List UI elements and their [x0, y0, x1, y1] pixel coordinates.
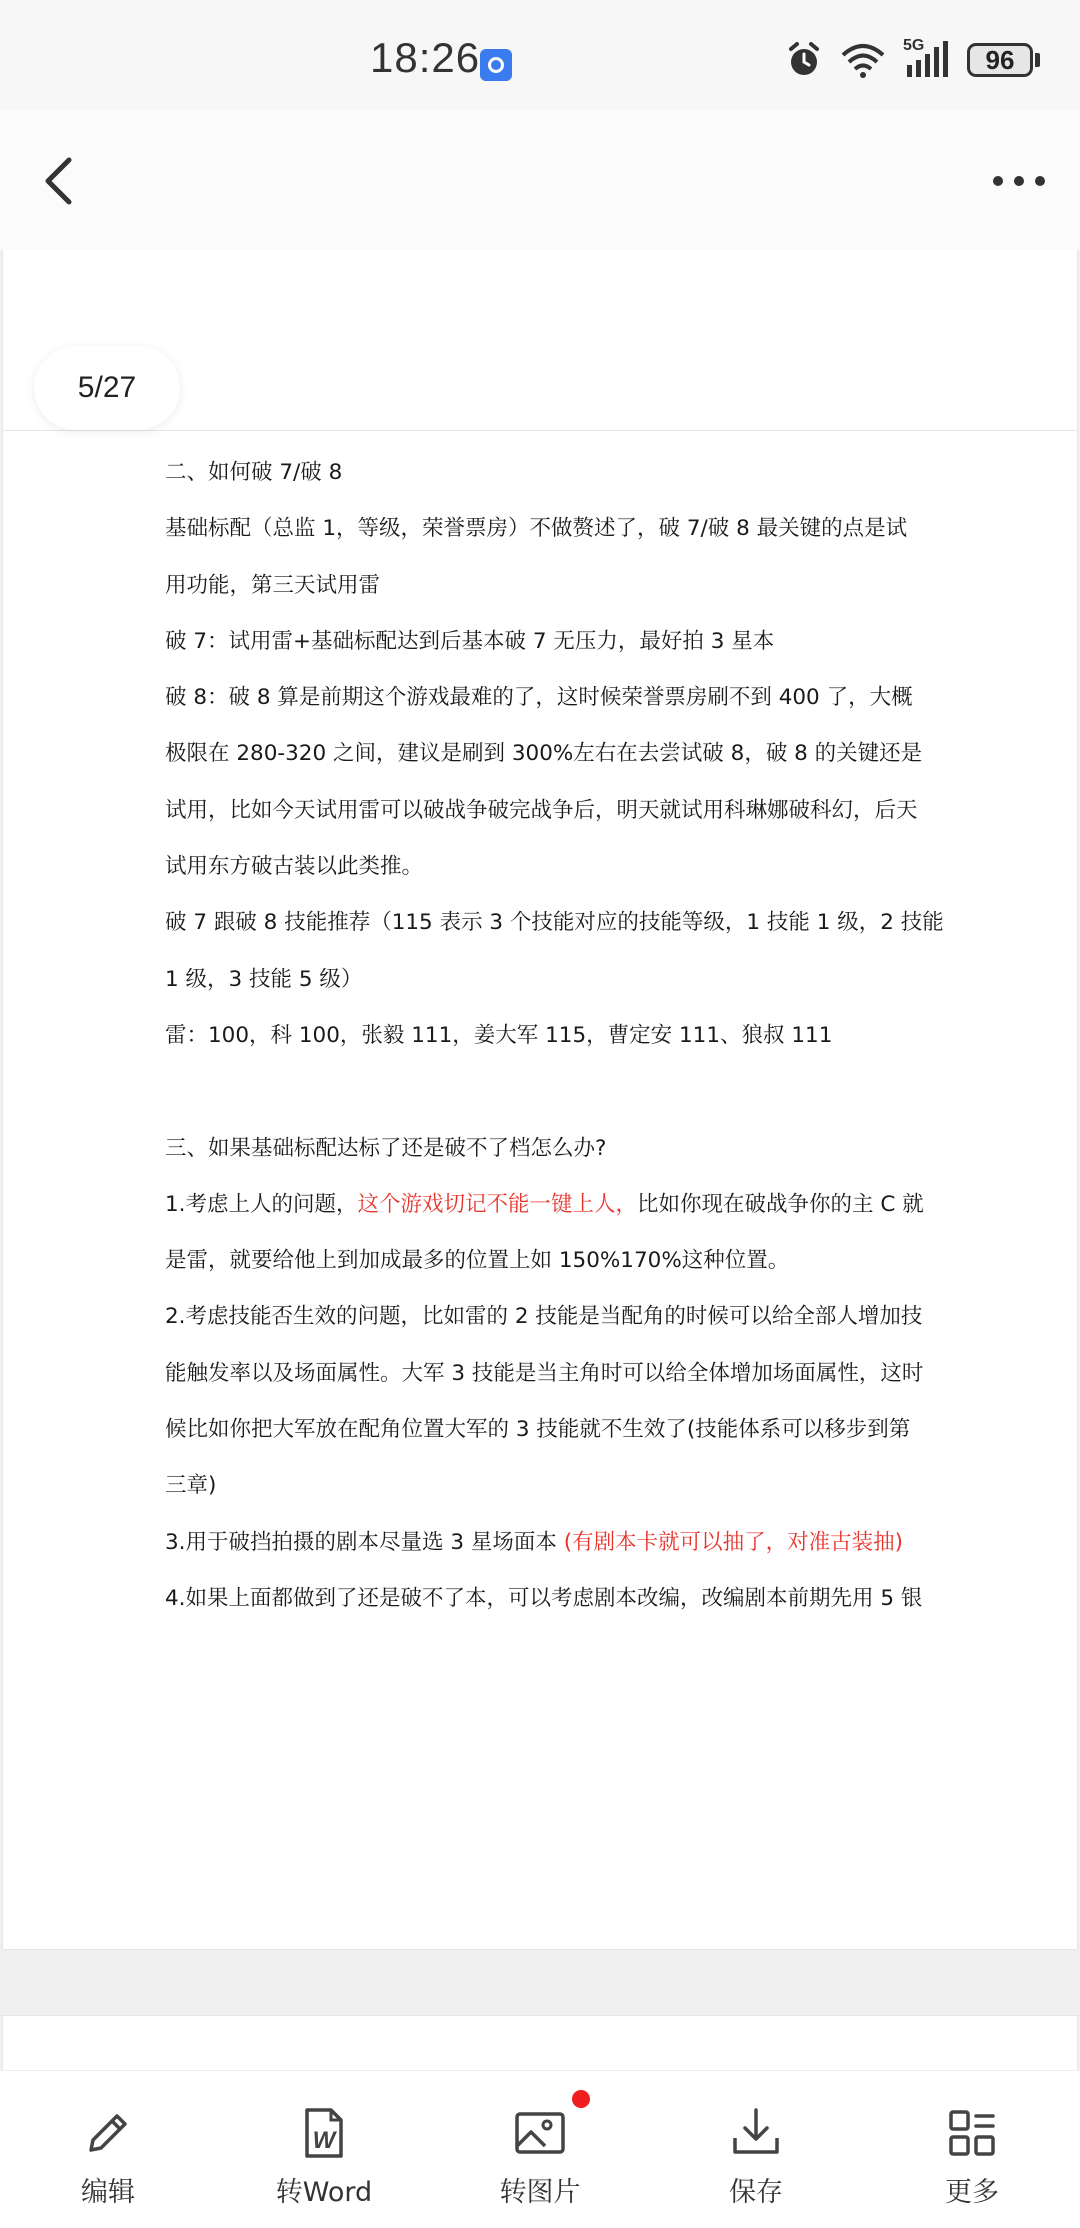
document-text: [165, 445, 944, 1627]
text-line: 三、如果基础标配达标了还是破不了档怎么办?: [165, 1135, 607, 1161]
to-image-button[interactable]: [432, 2071, 648, 2228]
text-line: 2.考虑技能否生效的问题，比如雷的 2 技能是当配角的时候可以给全部人增加技: [165, 1304, 923, 1330]
more-label: 更多: [945, 2177, 999, 2208]
network-type: 5G: [903, 37, 925, 54]
bottom-toolbar: [0, 2070, 1080, 2228]
text-line: 候比如你把大军放在配角位置大军的 3 技能就不生效了(技能体系可以移步到第: [165, 1417, 911, 1443]
status-bar: [0, 0, 1080, 110]
edit-label: 编辑: [81, 2177, 135, 2208]
text-segment: 比如你现在破战争你的主 C 就: [637, 1191, 924, 1217]
save-button[interactable]: [648, 2071, 864, 2228]
text-line: 雷：100，科 100，张毅 111，姜大军 115，曹定安 111、狼叔 111: [165, 1022, 833, 1048]
battery-cap: [1035, 53, 1040, 67]
next-page: [2, 2015, 1078, 2070]
text-line: 二、如何破 7/破 8: [165, 460, 343, 485]
app-header: [0, 110, 1080, 250]
chevron-left-icon: [26, 146, 96, 216]
text-line: 破 7 跟破 8 技能推荐（115 表示 3 个技能对应的技能等级，1 技能 1 级，2 技能: [165, 910, 944, 936]
text-line: 极限在 280-320 之间，建议是刷到 300%左右在去尝试破 8，破 8 的关键还是: [165, 741, 923, 767]
blank-line: [165, 1064, 920, 1120]
page-indicator: 5/27: [34, 346, 180, 430]
text-segment: 1.考虑上人的问题，: [165, 1191, 358, 1217]
text-line: 用功能，第三天试用雷: [165, 572, 381, 598]
text-line: 试用，比如今天试用雷可以破战争破完战争后，明天就试用科琳娜破科幻，后天: [165, 797, 918, 823]
battery-level: 96: [985, 44, 1015, 75]
svg-text:W: W: [312, 2127, 336, 2154]
back-button[interactable]: [26, 146, 96, 216]
status-time: 18:26: [370, 34, 481, 81]
more-button[interactable]: [864, 2071, 1080, 2228]
text-line-mixed: [165, 1515, 920, 1571]
highlighted-text: (有剧本卡就可以抽了，对准古装抽): [563, 1529, 903, 1555]
more-options-button[interactable]: [984, 146, 1054, 216]
save-label: 保存: [729, 2177, 783, 2208]
text-line: 是雷，就要给他上到加成最多的位置上如 150%170%这种位置。: [165, 1248, 790, 1274]
text-segment: 3.用于破挡拍摄的剧本尽量选 3 星场面本: [165, 1529, 564, 1555]
text-line: 三章): [165, 1473, 217, 1499]
text-line: 基础标配（总监 1，等级，荣誉票房）不做赘述了，破 7/破 8 最关键的点是试: [165, 516, 908, 542]
grid-icon: [943, 2104, 1001, 2162]
text-line: 4.如果上面都做到了还是破不了本，可以考虑剧本改编，改编剧本前期先用 5 银: [165, 1585, 923, 1611]
to-word-label: 转Word: [275, 2177, 373, 2208]
download-icon: [727, 2104, 785, 2162]
text-line: 破 8：破 8 算是前期这个游戏最难的了，这时候荣誉票房刷不到 400 了，大概: [165, 685, 913, 711]
alarm-icon: [785, 41, 823, 79]
cellular-signal: [903, 37, 949, 79]
signal-bars-icon: [903, 41, 949, 79]
text-line: 能触发率以及场面属性。大军 3 技能是当主角时可以给全体增加场面属性，这时: [165, 1360, 924, 1386]
text-line-mixed: [165, 1177, 924, 1233]
wifi-icon: [841, 41, 885, 79]
to-word-button[interactable]: [216, 2071, 432, 2228]
text-line: 试用东方破古装以此类推。: [165, 854, 424, 880]
highlighted-text: 这个游戏切记不能一键上人，: [357, 1191, 638, 1217]
to-image-label: 转图片: [499, 2177, 581, 2208]
app-notification-icon: [480, 49, 512, 81]
text-line: 破 7：试用雷+基础标配达到后基本破 7 无压力，最好拍 3 星本: [165, 628, 775, 654]
image-icon: [511, 2104, 569, 2162]
edit-button[interactable]: [0, 2071, 216, 2228]
notification-dot: [572, 2090, 590, 2108]
more-horizontal-icon: [984, 146, 1054, 216]
status-icons: [785, 37, 1040, 80]
word-doc-icon: [295, 2104, 353, 2162]
battery-indicator: [967, 43, 1033, 77]
pen-icon: [79, 2104, 137, 2162]
text-line: 1 级，3 技能 5 级）: [165, 966, 363, 992]
